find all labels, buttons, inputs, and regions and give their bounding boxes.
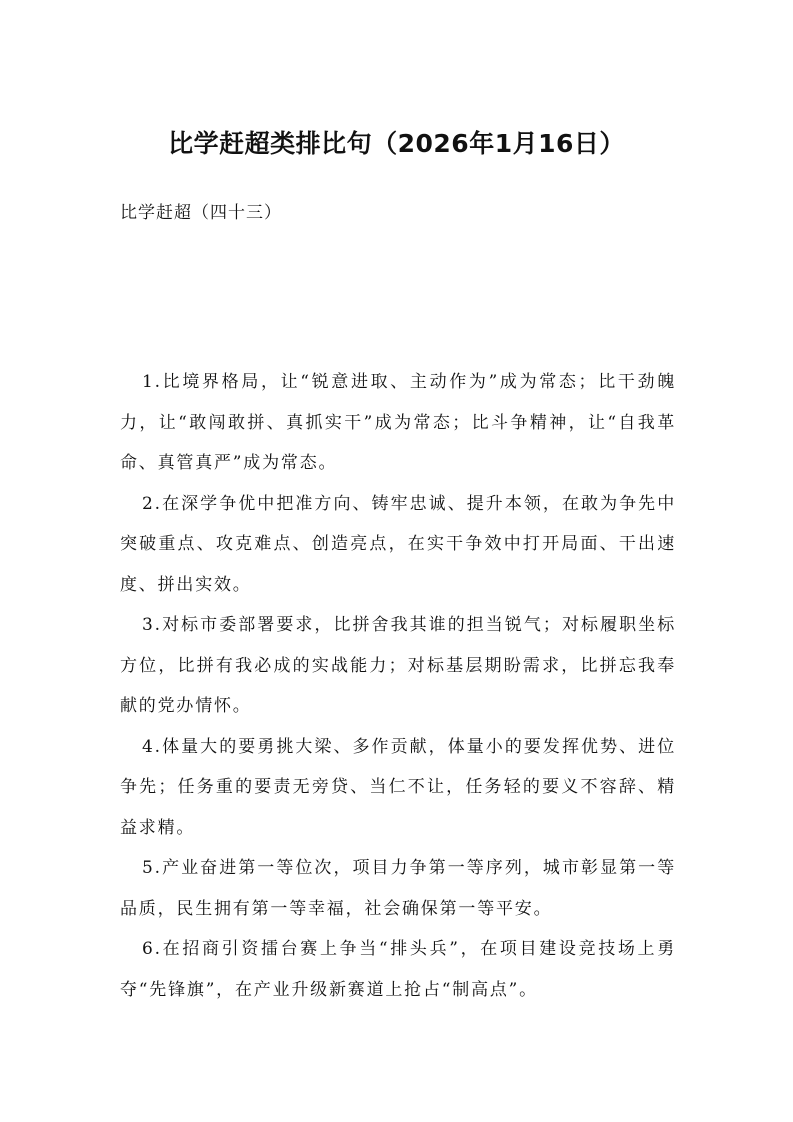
document-title: 比学赶超类排比句（2026年1月16日） <box>168 129 625 158</box>
paragraph: 5.产业奋进第一等位次，项目力争第一等序列，城市彰显第一等品质，民生拥有第一等幸福，社会确保第一等平安。 <box>120 858 676 919</box>
paragraph: 2.在深学争优中把准方向、铸牢忠诚、提升本领，在敢为争先中突破重点、攻克难点、创造亮点，在实干争效中打开局面、干出速度、拼出实效。 <box>120 493 676 595</box>
document-body <box>120 362 676 1010</box>
document-subtitle: 比学赶超（四十三） <box>120 203 282 223</box>
paragraph: 3.对标市委部署要求，比拼舍我其谁的担当锐气；对标履职坐标方位，比拼有我必成的实战能力；对标基层期盼需求，比拼忘我奉献的党办情怀。 <box>120 615 676 716</box>
paragraph: 6.在招商引资擂台赛上争当“排头兵”，在项目建设竞技场上勇夺“先锋旗”，在产业升级新赛道上抢占“制高点”。 <box>120 939 676 1000</box>
paragraph: 1.比境界格局，让“锐意进取、主动作为”成为常态；比干劲魄力，让“敢闯敢拼、真抓实干”成为常态；比斗争精神，让“自我革命、真管真严”成为常态。 <box>120 372 676 473</box>
paragraph: 4.体量大的要勇挑大梁、多作贡献，体量小的要发挥优势、进位争先；任务重的要责无旁贷、当仁不让，任务轻的要义不容辞、精益求精。 <box>120 736 676 838</box>
